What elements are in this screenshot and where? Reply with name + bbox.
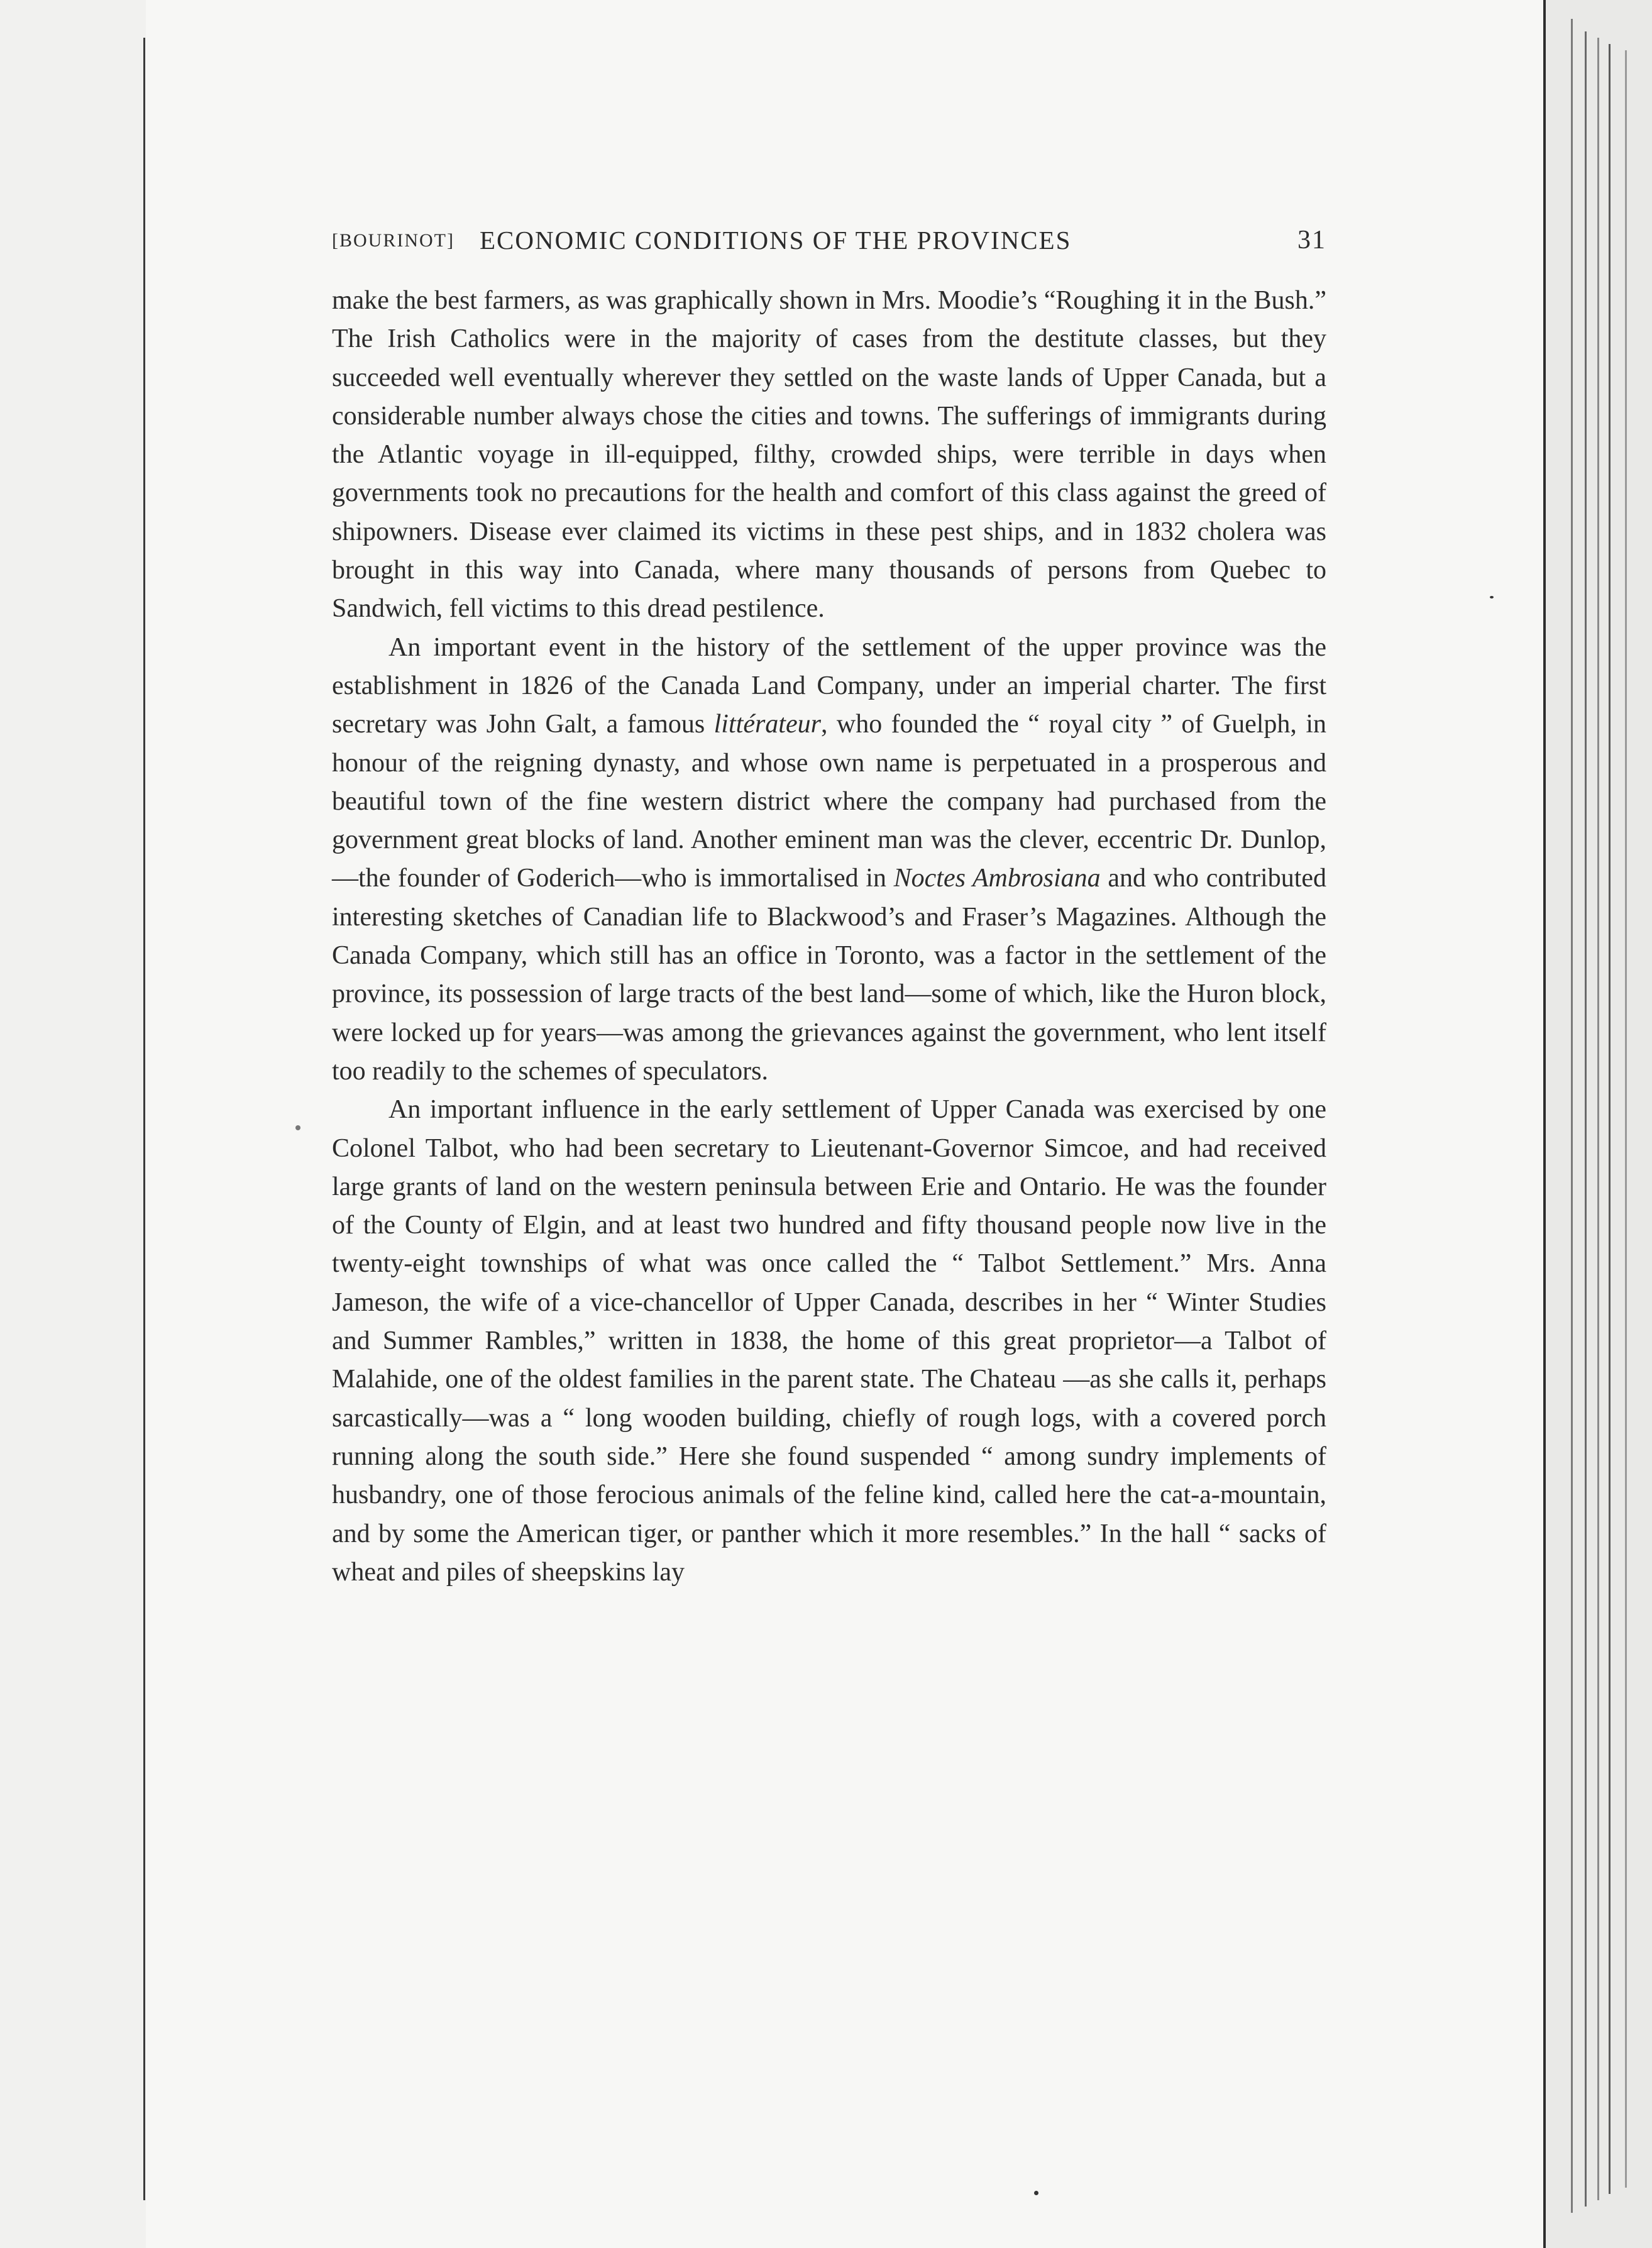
page-edge-line [1585,31,1587,2207]
paragraph-3-text: An important influence in the early settlement of Upper Canada was exercised by one Colonel Talbot, who had been secretary to Lieutenant-Governor Simcoe, and had received large grants of land on the western peninsula between Erie and Ontario. He was the founder of the County of Elgin, and at least two hundred and fifty thousand people now live in the twenty-eight townships of what was once called the “ Talbot Settlement.” Mrs. Anna Jameson, the wife of a vice-chancellor of Upper Canada, describes in her “ Winter Studies and Summer Rambles,” written in 1838, the home of this great proprietor—a Talbot of Malahide, one of the oldest families in the parent state. The Chateau —as she calls it, perhaps sarcastically—was a “ long wooden building, chiefly of rough logs, with a covered porch running along the south side.” Here she found suspended “ among sundry implements of husbandry, one of those ferocious animals of the feline kind, called here the cat-a-mountain, and by some the American tiger, or panther which it more resembles.” In the hall “ sacks of wheat and piles of sheepskins lay [332,1095,1326,1587]
italic-litterateur: littérateur [713,710,821,739]
running-head [332,225,1326,263]
paragraph-1-text: make the best farmers, as was graphically shown in Mrs. Moodie’s “Roughing it in the Bush.” The Irish Catholics were in the majority of cases from the destitute classes, but they succeeded well eventually wherever they settled on the waste lands of Upper Canada, but a considerable number always chose the cities and towns. The sufferings of immigrants during the Atlantic voyage in ill-equipped, filthy, crowded ships, were terrible in days when governments took no precautions for the health and comfort of this class against the greed of shipowners. Disease ever claimed its victims in these pest ships, and in 1832 cholera was brought in this way into Canada, where many thousands of persons from Quebec to Sandwich, fell victims to this dread pestilence. [332,286,1326,624]
page-edge-line [1597,38,1599,2200]
ink-speck [1490,596,1494,598]
page-edge-line [1625,50,1627,2188]
page-edge-line [1609,44,1611,2194]
paragraph-2 [332,629,1326,1091]
paragraph-3 [332,1091,1326,1592]
ink-speck [295,1125,300,1130]
binding-margin [0,0,151,2248]
paragraph-2-text-a: An important event in the history of the settlement of the upper province was the establishment in 1826 of the Canada Land Company, under an imperial charter. The first secretary was John Galt, a famous [332,632,1326,739]
paragraph-2-text-c: and who contributed interesting sketches of Canadian life to Blackwood’s and Fraser’s Magazines. Although the Canada Company, which still has an office in Toronto, was a factor in the settlement of the province, its possession of large tracts of the best land—some of which, like the Huron block, were locked up for years—was among the grievances against the government, who lent itself too readily to the schemes of speculators. [332,864,1327,1086]
body-text [332,282,1326,1592]
page-number: 31 [1297,226,1326,255]
page-edge-line [1571,19,1573,2213]
running-head-title: ECONOMIC CONDITIONS OF THE PROVINCES [480,226,1072,255]
ink-speck [1034,2191,1038,2195]
italic-noctes-ambrosiana: Noctes Ambrosiana [893,864,1101,893]
page-edge-line [1543,0,1546,2248]
paragraph-1 [332,282,1326,629]
binding-edge-line [143,38,145,2200]
running-head-author: [BOURINOT] [332,230,454,251]
paragraph-2-text-b: , who founded the “ royal city ” of Guelph, in honour of the reigning dynasty, and whose own name is perpetuated in a prosperous and beautiful town of the fine western district where the company had purchased from the government great blocks of land. Another eminent man was the clever, eccentric Dr. Dunlop,—the founder of Goderich—who is immortalised in [332,710,1326,893]
page-edges [1543,0,1652,2248]
